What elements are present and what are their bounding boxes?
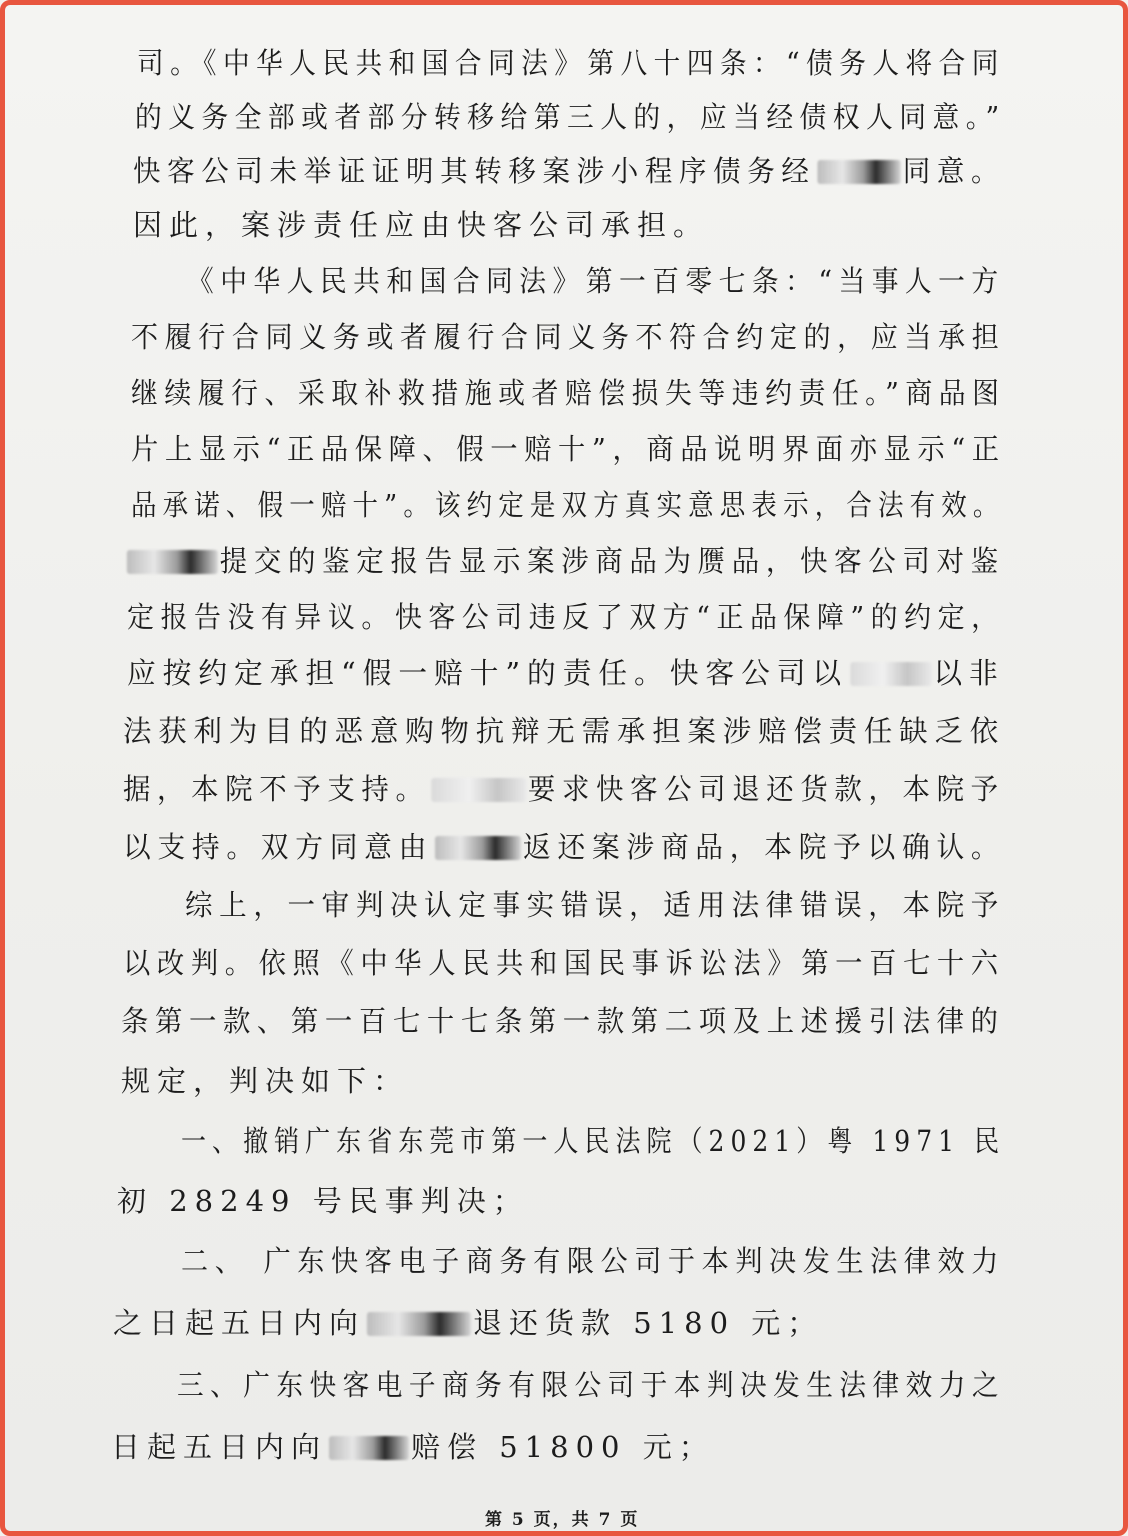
text-line: 条第一款、第一百七十七条第一款第二项及上述援引法律的 — [121, 1004, 1005, 1038]
text-line: 定报告没有异议。快客公司违反了双方“正品保障”的约定， — [127, 600, 1005, 634]
text-line: 《中华人民共和国合同法》第一百零七条：“当事人一方 — [187, 264, 1005, 298]
text-line: 法获利为目的恶意购物抗辩无需承担案涉赔偿责任缺乏依 — [123, 714, 1006, 748]
text-line: 规定，判决如下： — [121, 1064, 410, 1098]
text-segment: 赔偿 51800 元； — [411, 1430, 715, 1464]
text-line — [127, 656, 1005, 690]
text-segment: 之日起五日内向 — [113, 1306, 366, 1340]
redaction-blur — [817, 160, 900, 184]
redaction-blur — [329, 1436, 409, 1460]
text-line: 的义务全部或者部分转移给第三人的，应当经债权人同意。” — [135, 100, 1006, 134]
document-page — [5, 5, 1123, 1531]
redaction-blur — [127, 550, 218, 574]
text-line: 初 28249 号民事判决； — [117, 1184, 529, 1218]
text-segment: 返还案涉商品，本院予以确认。 — [523, 830, 1006, 864]
text-line: 继续履行、采取补救措施或者赔偿损失等违约责任。”商品图 — [131, 376, 1006, 410]
text-line: 品承诺、假一赔十”。该约定是双方真实意思表示，合法有效。 — [131, 488, 1005, 522]
text-line — [125, 544, 1005, 578]
redaction-blur — [431, 778, 526, 802]
text-segment: 应按约定承担“假一赔十”的责任。快客公司以 — [127, 656, 849, 690]
text-line: 司。《中华人民共和国合同法》第八十四条：“债务人将合同 — [137, 46, 1005, 80]
text-line: 综上，一审判决认定事实错误，适用法律错误，本院予 — [185, 888, 1005, 922]
text-line: 三、广东快客电子商务有限公司于本判决发生法律效力之 — [177, 1368, 1006, 1402]
text-segment: 同意。 — [902, 154, 1006, 188]
text-line: 片上显示“正品保障、假一赔十”，商品说明界面亦显示“正 — [131, 432, 1006, 466]
text-line: 二、 广东快客电子商务有限公司于本判决发生法律效力 — [181, 1244, 1005, 1278]
redaction-blur — [850, 662, 931, 686]
text-segment: 日起五日内向 — [111, 1430, 328, 1464]
text-line: 不履行合同义务或者履行合同义务不符合约定的，应当承担 — [131, 320, 1006, 354]
text-line — [113, 1306, 824, 1340]
text-line — [111, 1430, 715, 1464]
text-line — [133, 154, 1006, 188]
text-line — [123, 830, 1006, 864]
text-segment: 提交的鉴定报告显示案涉商品为赝品，快客公司对鉴 — [219, 544, 1005, 578]
text-line: 因此，案涉责任应由快客公司承担。 — [133, 208, 710, 242]
text-line: 以改判。依照《中华人民共和国民事诉讼法》第一百七十六 — [123, 946, 1005, 980]
text-line — [123, 772, 1005, 806]
redaction-blur — [367, 1312, 471, 1336]
page-number: 第 5 页，共 7 页 — [485, 1510, 640, 1530]
text-segment: 据，本院不予支持。 — [123, 772, 430, 806]
text-segment: 以非 — [933, 656, 1005, 690]
text-segment: 退还货款 5180 元； — [473, 1306, 824, 1340]
text-line: 一、撤销广东省东莞市第一人民法院（2021）粤 1971 民 — [181, 1124, 1006, 1158]
redaction-blur — [435, 836, 521, 860]
text-segment: 快客公司未举证证明其转移案涉小程序债务经 — [133, 154, 816, 188]
text-segment: 要求快客公司退还货款，本院予 — [527, 772, 1005, 806]
text-segment: 以支持。双方同意由 — [123, 830, 434, 864]
